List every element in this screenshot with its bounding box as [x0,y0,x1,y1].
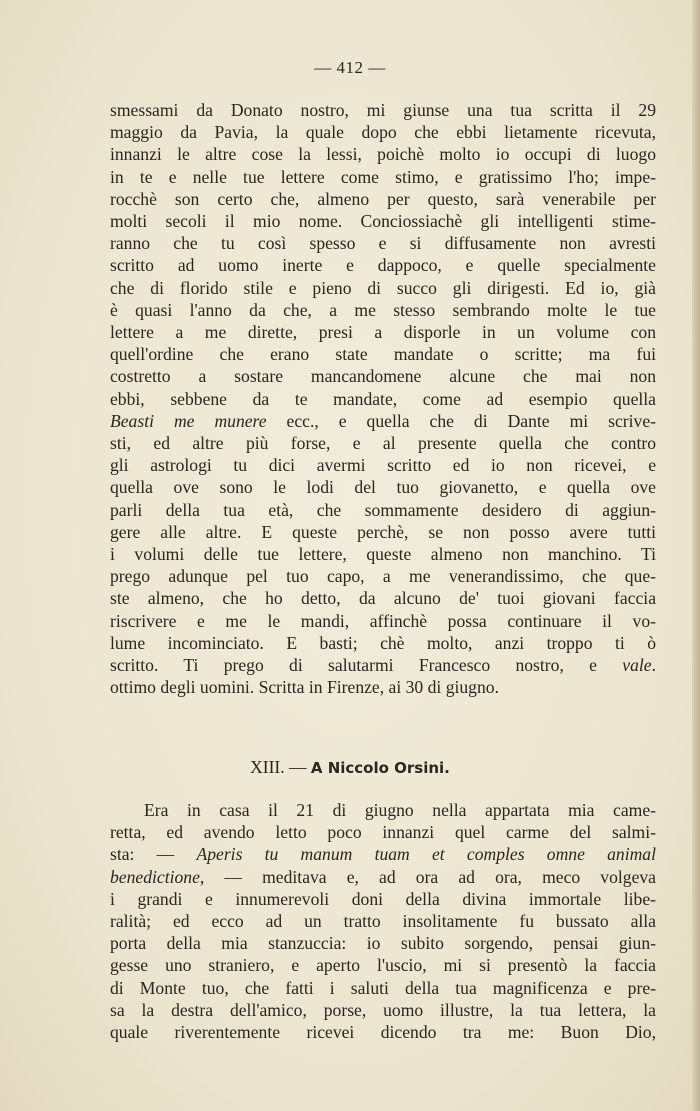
recipient-name: A Niccolo Orsini. [310,759,450,777]
section-heading [0,757,700,778]
text-line [110,866,656,888]
text-segment: sta: — [110,844,197,865]
text-line: in te e nelle tue lettere come stimo, e gratissimo l'ho; impe- [110,166,656,187]
latin-citation: Beasti me munere [110,410,267,431]
text-line: gere alle altre. E queste perchè, se non posso avere tutti [110,521,656,542]
text-line [110,410,656,432]
text-line: porta della mia stanzuccia: io subito sorgendo, pensai giun- [110,933,656,954]
text-line: quale riverentemente ricevei dicendo tra me: Buon Dio, [110,1022,656,1043]
text-line: ottimo degli uomini. Scritta in Firenze, ai 30 di giugno. [110,677,499,698]
text-line: i volumi delle tue lettere, queste almeno non manchino. Ti [110,544,656,565]
page-number: — 412 — [314,58,386,77]
letter-body [110,99,656,698]
text-line: retta, ed avendo letto poco innanzi quel carme del salmi- [110,822,656,843]
text-line: prego adunque pel tuo capo, a me venerandissimo, che que- [110,566,656,587]
text-line: ebbi, sebbene da te mandate, come ad esempio quella [110,388,656,409]
second-letter-body [110,799,656,1043]
text-line: che di florido stile e pieno di succo gli dirigesti. Ed io, già [110,277,656,298]
latin-citation: Aperis tu manum tuam et comples omne animal [196,844,656,865]
text-line [110,654,656,676]
text-line: lume incominciato. E basti; chè molto, anzi troppo ti ò [110,632,656,653]
text-line: parli della tua età, che sommamente desidero di aggiun- [110,499,656,520]
text-line: quell'ordine che erano state mandate o scritte; ma fui [110,344,656,365]
text-segment: scritto. Ti prego di salutarmi Francesco nostro, e [110,655,623,676]
text-line: ranno che tu così spesso e si diffusamente non avresti [110,233,656,254]
text-line: lettere a me dirette, presi a disporle in un volume con [110,322,656,343]
text-line: riscrivere e me le mandi, affinchè possa continuare il vo- [110,610,656,631]
text-line: costretto a sostare mancandomene alcune che mai non [110,366,656,387]
text-segment: . [651,655,656,676]
text-line [110,843,656,865]
page-edge [692,0,700,1111]
text-line: i grandi e innumerevoli doni della divina immortale libe- [110,888,656,909]
text-segment: , — meditava e, ad ora ad ora, meco volgeva [199,866,656,887]
text-line: di Monte tuo, che fatti i saluti della tua magnificenza e pre- [110,977,656,998]
text-line: ste almeno, che ho detto, da alcuno de' tuoi giovani faccia [110,588,656,609]
letter-number: XIII. — [250,757,307,777]
latin-citation: benedictione [110,866,200,887]
text-line: molti secoli il mio nome. Conciossiachè gli intelligenti stime- [110,211,656,232]
text-line: quella ove sono le lodi del tuo giovanetto, e quella ove [110,477,656,498]
text-line: sti, ed altre più forse, e al presente quella che contro [110,433,656,454]
text-segment: ecc., e quella che di Dante mi scrive- [266,410,656,431]
text-line: è quasi l'anno da che, a me stesso sembrando molte le tue [110,299,656,320]
text-line: ralità; ed ecco ad un tratto insolitamente fu bussato alla [110,911,656,932]
text-line: gesse uno straniero, e aperto l'uscio, mi si presentò la faccia [110,955,656,976]
text-line: maggio da Pavia, la quale dopo che ebbi lietamente ricevuta, [110,122,656,143]
text-line: gli astrologi tu dici avermi scritto ed io non ricevei, e [110,455,656,476]
text-line: smessami da Donato nostro, mi giunse una tua scritta il 29 [110,100,656,120]
text-line: Era in casa il 21 di giugno nella appartata mia came- [144,800,656,820]
text-line: sa la destra dell'amico, porse, uomo illustre, la tua lettera, la [110,999,656,1020]
text-line: innanzi le altre cose la lessi, poichè molto io occupi di luogo [110,144,656,165]
latin-word: vale [622,655,652,676]
text-line: rocchè son certo che, almeno per questo, sarà venerabile per [110,188,656,209]
text-line: scritto ad uomo inerte e dappoco, e quelle specialmente [110,255,656,276]
